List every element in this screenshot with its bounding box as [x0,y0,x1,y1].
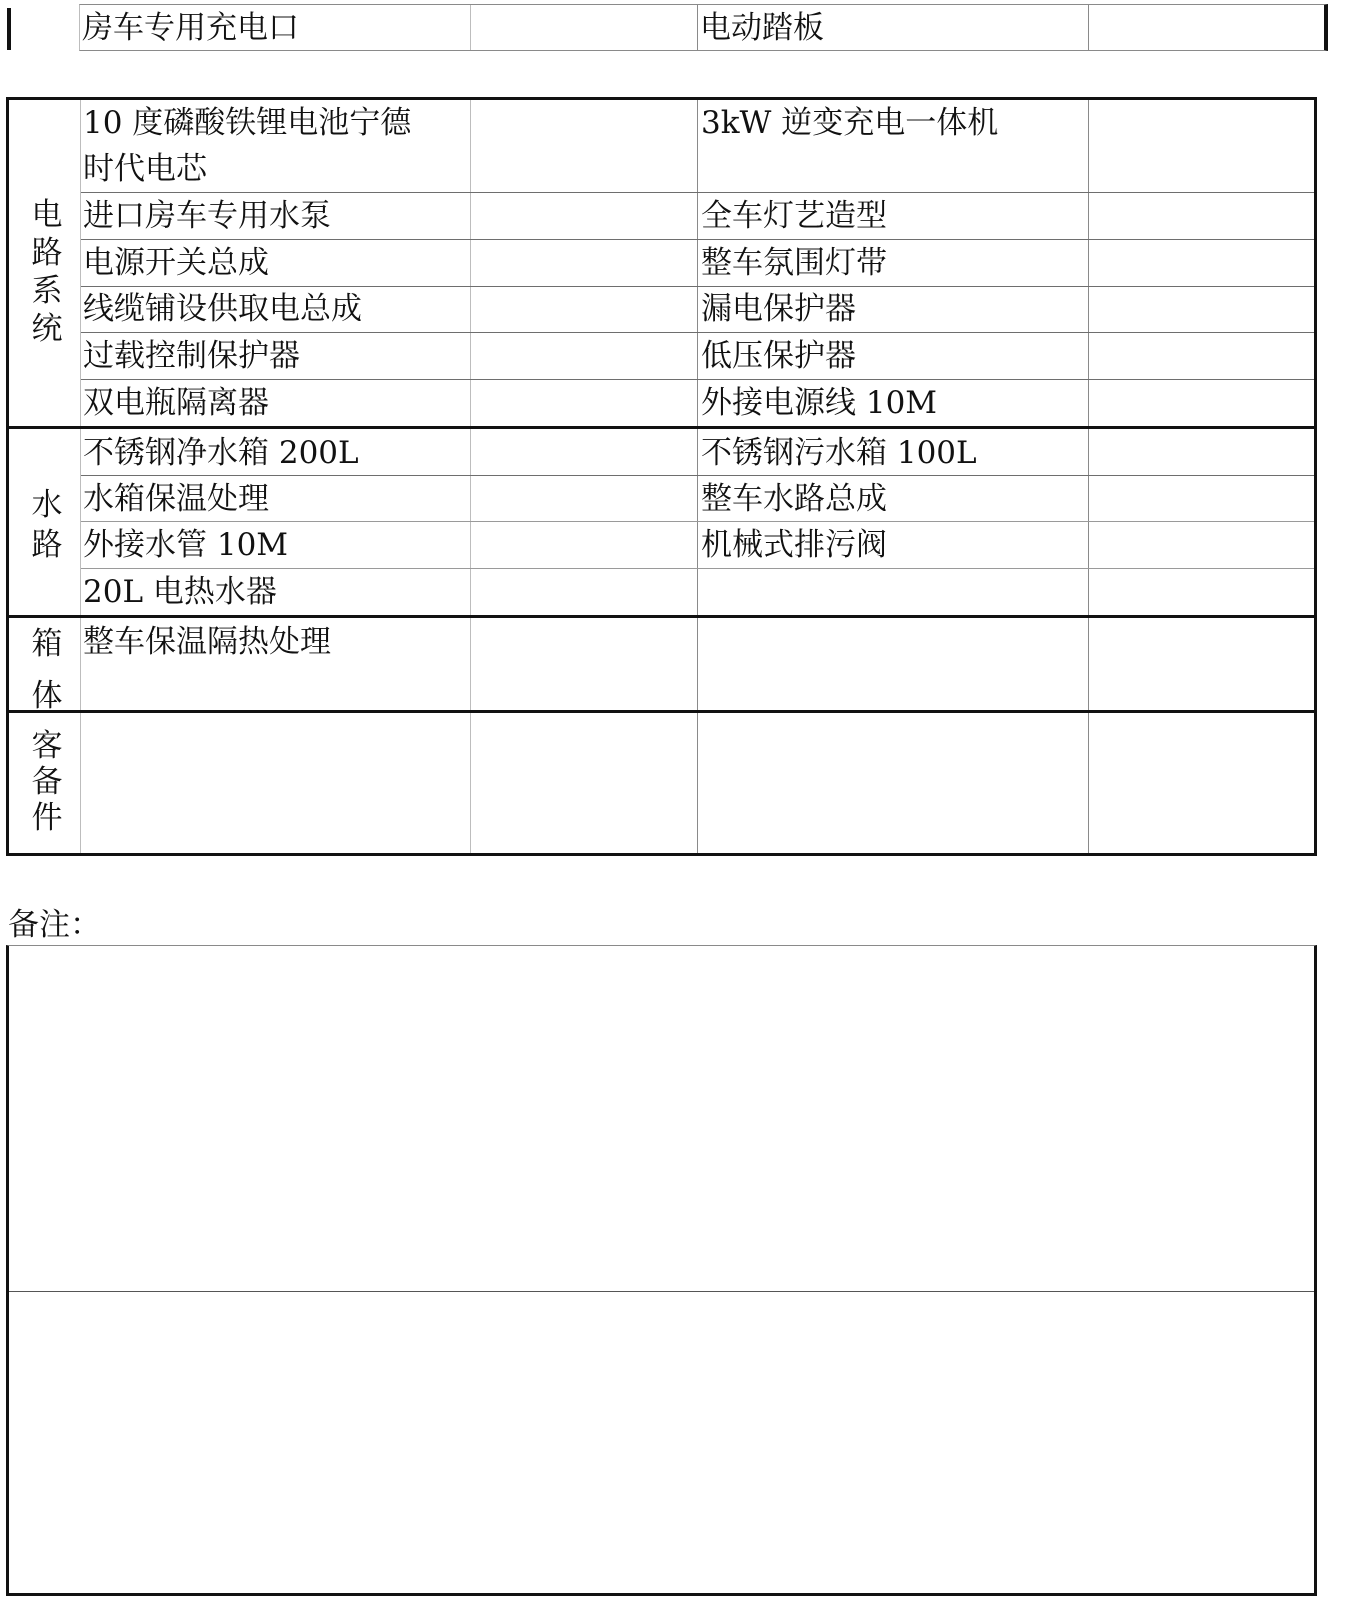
item-name-cell[interactable]: 10 度磷酸铁锂电池宁德 [83,105,412,141]
item-name-cell-empty[interactable] [701,714,1081,852]
item-value-cell[interactable] [1092,5,1312,51]
column-divider [697,5,698,50]
item-name-cell[interactable]: 漏电保护器 [701,291,856,327]
item-name-cell[interactable]: 全车灯艺造型 [701,198,887,234]
notes-box [6,945,1317,1596]
item-name-cell[interactable]: 外接水管 10M [83,527,289,563]
item-name-cell[interactable]: 20L 电热水器 [83,574,277,610]
column-divider [1088,100,1089,853]
category-label-electrical [9,196,85,348]
column-divider [470,100,471,853]
item-name-cell[interactable]: 线缆铺设供取电总成 [83,291,362,327]
item-name-cell[interactable]: 整车水路总成 [701,481,887,517]
category-label-water [9,485,85,565]
item-name-cell-empty[interactable] [701,619,1081,707]
column-divider [697,100,698,853]
category-label-spare-parts [9,728,85,836]
notes-label: 备注： [8,907,101,943]
item-name-cell[interactable]: 外接电源线 10M [701,385,938,421]
category-text: 箱体 [31,626,63,714]
column-divider [1088,5,1089,50]
configuration-table [6,97,1317,856]
table-row-fragment [79,4,1328,51]
item-name-cell[interactable]: 不锈钢净水箱 200L [83,435,359,471]
item-name-cell[interactable]: 过载控制保护器 [83,338,300,374]
section-divider [9,426,1314,429]
item-name-cell[interactable]: 水箱保温处理 [83,481,269,517]
section-divider [9,710,1314,713]
column-divider [470,5,471,50]
item-name-cell[interactable]: 双电瓶隔离器 [83,385,269,421]
notes-area-upper[interactable] [9,946,1314,1291]
item-name-cell-empty[interactable] [701,569,1081,615]
category-text: 电路系统 [31,197,63,347]
item-name-cell-continued: 时代电芯 [83,151,207,187]
item-name-cell[interactable]: 机械式排污阀 [701,527,887,563]
item-name-cell[interactable]: 进口房车专用水泵 [83,198,331,234]
table-left-border-fragment [7,8,11,50]
notes-area-lower[interactable] [9,1292,1314,1592]
item-name-cell[interactable]: 房车专用充电口 [82,10,299,46]
item-name-cell[interactable]: 3kW 逆变充电一体机 [701,105,999,141]
category-label-body [9,618,85,722]
item-name-cell[interactable]: 电动踏板 [700,10,824,46]
item-name-cell[interactable]: 不锈钢污水箱 100L [701,435,977,471]
item-name-cell[interactable]: 整车保温隔热处理 [83,624,331,660]
item-name-cell[interactable]: 低压保护器 [701,338,856,374]
item-value-cell[interactable] [474,5,694,51]
category-text: 客备件 [31,728,63,836]
category-text: 水路 [31,487,63,563]
item-name-cell[interactable]: 电源开关总成 [83,245,269,281]
item-name-cell-empty[interactable] [83,714,463,852]
section-divider [9,615,1314,618]
item-name-cell[interactable]: 整车氛围灯带 [701,245,887,281]
